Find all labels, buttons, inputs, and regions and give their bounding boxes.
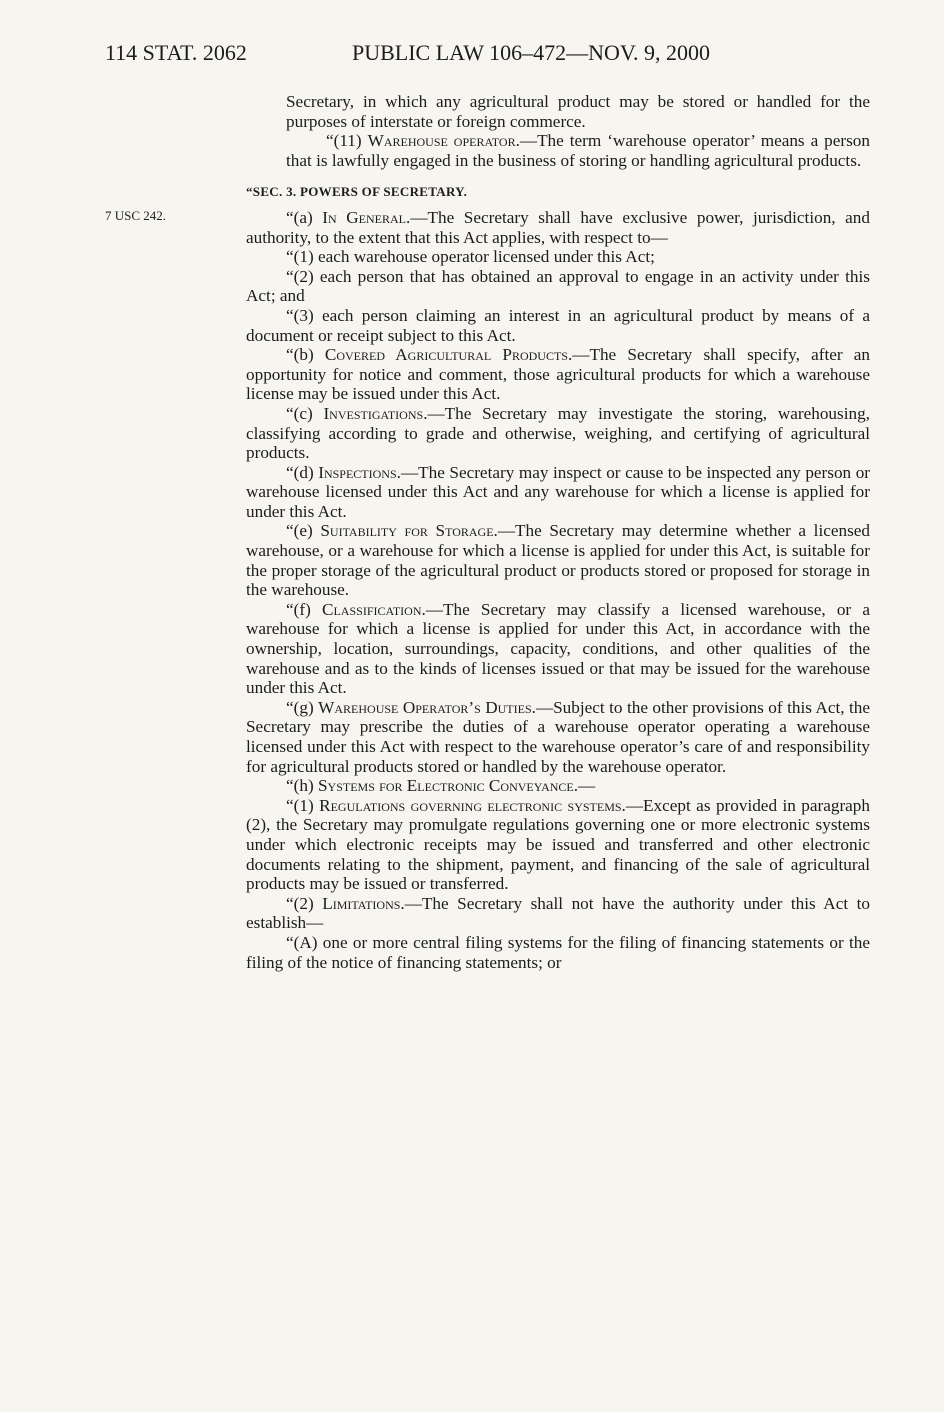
paragraph-h2: “(2) Limitations.—The Secretary shall not have the authority under this Act to establish—	[246, 893, 871, 933]
margin-citation: 7 USC 242.	[105, 208, 167, 223]
subsection-h: “(h) Systems for Electronic Conveyance.—	[286, 776, 596, 796]
subsection-a: “(a) In General.—The Secretary shall have exclusive power, jurisdiction, and authority, to the extent that this Act applies, with respect to—	[246, 207, 870, 247]
subsection-heading: Systems for Electronic Conveyance	[317, 776, 574, 796]
subsection-b: “(b) Covered Agricultural Products.—The Secretary shall specify, after an opportunity for notice and comment, those agricultural products for which a warehouse license may be issued under this Act.	[246, 345, 871, 404]
subsection-heading: Suitability for Storage	[320, 521, 494, 541]
paragraph-a3: “(3) each person claiming an interest in an agricultural product by means of a document or receipt subject to this Act.	[246, 305, 870, 345]
subsection-heading: Inspections	[318, 462, 397, 482]
subsection-heading: Classification	[322, 599, 422, 619]
definition-heading: Warehouse operator	[367, 131, 516, 151]
document-body	[246, 92, 870, 972]
paragraph-heading: Regulations governing electronic systems	[319, 795, 622, 815]
paragraph-heading: Limitations	[322, 893, 401, 913]
paragraph-a2: “(2) each person that has obtained an approval to engage in an activity under this Act; and	[246, 266, 870, 306]
subsection-d: “(d) Inspections.—The Secretary may inspect or cause to be inspected any person or warehouse licensed under this Act and any warehouse for which a license is applied for under this Act.	[246, 462, 871, 521]
subsection-f: “(f) Classification.—The Secretary may classify a licensed warehouse, or a warehouse for which a license is applied for under this Act, in accordance with the ownership, location, surroundings, capacity, conditions, and other qualities of the warehouse and as to the kinds of licenses issued or that may be issued for the warehouse under this Act.	[246, 599, 870, 698]
paragraph-h1: “(1) Regulations governing electronic systems.—Except as provided in paragraph (2), the Secretary may promulgate regulations governing one or more electronic systems under which electronic receipts may be issued and transferred and other electronic documents relating to the shipment, payment, and financing of the sale of agricultural products may be issued or transferred.	[246, 795, 870, 894]
subsection-g: “(g) Warehouse Operator’s Duties.—Subject to the other provisions of this Act, the Secretary may prescribe the duties of a warehouse operator operating a warehouse licensed under this Act with respect to the warehouse operator’s care of and responsibility for agricultural products stored or handled by the warehouse operator.	[246, 697, 870, 776]
public-law-title: PUBLIC LAW 106–472—NOV. 9, 2000	[352, 40, 710, 65]
section-heading: “SEC. 3. POWERS OF SECRETARY.	[246, 184, 468, 200]
statute-page-number: 114 STAT. 2062	[105, 40, 247, 65]
subsection-heading: In General	[322, 207, 407, 227]
subsection-e: “(e) Suitability for Storage.—The Secretary may determine whether a licensed warehouse, or a warehouse for which a license is applied for under this Act, is suitable for the proper storage of the agricultural product or products stored or proposed for storage in the warehouse.	[246, 521, 870, 600]
page-header	[105, 40, 885, 80]
paragraph-continued: Secretary, in which any agricultural product may be stored or handled for the purposes of interstate or foreign commerce.	[286, 92, 870, 131]
subsection-c: “(c) Investigations.—The Secretary may investigate the storing, warehousing, classifying according to grade and otherwise, weighing, and certifying of agricultural products.	[246, 403, 870, 463]
subsection-heading: Covered Agricultural Products	[324, 345, 568, 365]
paragraph-a1: “(1) each warehouse operator licensed under this Act;	[286, 247, 655, 267]
definition-11: “(11) Warehouse operator.—The term ‘warehouse operator’ means a person that is lawfully engaged in the business of storing or handling agricultural products.	[286, 131, 870, 170]
subsection-heading: Investigations	[323, 403, 424, 423]
subsection-heading: Warehouse Operator’s Duties	[318, 697, 532, 717]
subparagraph-A: “(A) one or more central filing systems for the filing of financing statements or the filing of the notice of financing statements; or	[246, 932, 870, 972]
